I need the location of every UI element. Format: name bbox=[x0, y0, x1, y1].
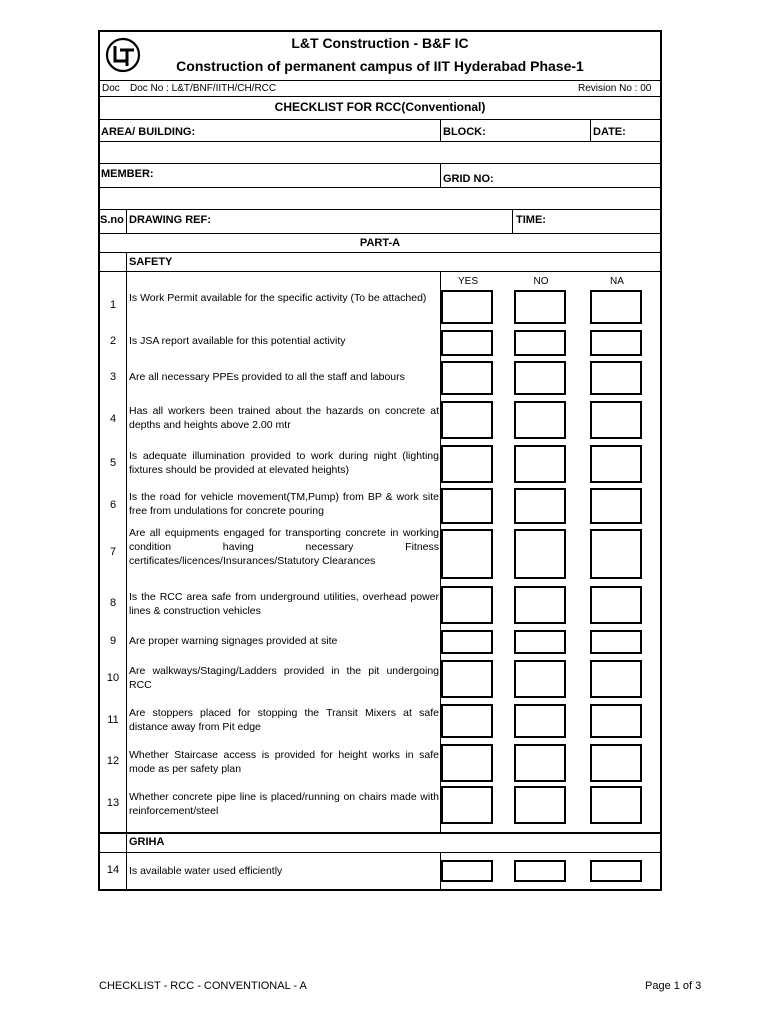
page-number: Page 1 of 3 bbox=[645, 980, 702, 992]
no-checkbox[interactable] bbox=[514, 361, 566, 395]
yes-checkbox[interactable] bbox=[441, 630, 493, 654]
no-checkbox[interactable] bbox=[514, 330, 566, 356]
section-safety: SAFETY bbox=[129, 256, 173, 268]
item-question: Are walkways/Staging/Ladders provided in the pit undergoing RCC bbox=[129, 665, 439, 691]
na-checkbox[interactable] bbox=[590, 704, 642, 738]
yes-checkbox[interactable] bbox=[441, 401, 493, 439]
no-checkbox[interactable] bbox=[514, 401, 566, 439]
item-question: Is JSA report available for this potential activity bbox=[129, 335, 346, 347]
sno-header: S.no bbox=[100, 214, 124, 226]
yes-checkbox[interactable] bbox=[441, 290, 493, 324]
row-number: 2 bbox=[109, 335, 117, 347]
row-number: 5 bbox=[109, 457, 117, 469]
rule bbox=[99, 832, 661, 834]
item-question: Has all workers been trained about the hazards on concrete at depths and heights above 2.00 mtr bbox=[129, 405, 439, 431]
drawing-ref-label: DRAWING REF: bbox=[129, 214, 211, 226]
rule bbox=[99, 119, 661, 120]
rule bbox=[99, 271, 661, 272]
no-checkbox[interactable] bbox=[514, 744, 566, 782]
na-checkbox[interactable] bbox=[590, 786, 642, 824]
na-checkbox[interactable] bbox=[590, 586, 642, 624]
no-checkbox[interactable] bbox=[514, 488, 566, 524]
item-question: Are all equipments engaged for transporting concrete in working condition having necessary Fitness certificates/licences/Insurances/Statutory Clearances bbox=[129, 527, 439, 567]
row-number: 10 bbox=[106, 672, 120, 684]
rule bbox=[99, 233, 661, 234]
rule bbox=[99, 163, 661, 164]
yes-column-header: YES bbox=[457, 276, 478, 287]
rule bbox=[99, 252, 661, 253]
rule-v bbox=[590, 119, 591, 141]
na-checkbox[interactable] bbox=[590, 660, 642, 698]
yes-checkbox[interactable] bbox=[441, 660, 493, 698]
project-title: Construction of permanent campus of IIT Hyderabad Phase-1 bbox=[176, 58, 584, 74]
rule-v bbox=[126, 252, 127, 889]
yes-checkbox[interactable] bbox=[441, 445, 493, 483]
no-checkbox[interactable] bbox=[514, 586, 566, 624]
item-question: Is the road for vehicle movement(TM,Pump) from BP & work site free from undulations for concrete pouring bbox=[129, 491, 439, 517]
yes-checkbox[interactable] bbox=[441, 488, 493, 524]
lt-logo bbox=[104, 36, 142, 74]
item-question: Is Work Permit available for the specific activity (To be attached) bbox=[129, 292, 427, 304]
row-number: 12 bbox=[106, 755, 120, 767]
yes-checkbox[interactable] bbox=[441, 330, 493, 356]
rule-v bbox=[126, 209, 127, 233]
rule-v bbox=[512, 209, 513, 233]
row-number: 7 bbox=[109, 546, 117, 558]
na-checkbox[interactable] bbox=[590, 445, 642, 483]
rule bbox=[99, 141, 661, 142]
item-question: Whether Staircase access is provided for height works in safe mode as per safety plan bbox=[129, 749, 439, 775]
item-question: Is the RCC area safe from underground utilities, overhead power lines & construction vehicles bbox=[129, 591, 439, 617]
yes-checkbox[interactable] bbox=[441, 361, 493, 395]
row-number: 3 bbox=[109, 371, 117, 383]
doc-number: Doc No : L&T/BNF/IITH/CH/RCC bbox=[130, 83, 277, 94]
no-checkbox[interactable] bbox=[514, 630, 566, 654]
no-column-header: NO bbox=[533, 276, 549, 287]
rule bbox=[99, 80, 661, 81]
na-checkbox[interactable] bbox=[590, 630, 642, 654]
rule-v bbox=[440, 163, 441, 187]
no-checkbox[interactable] bbox=[514, 704, 566, 738]
yes-checkbox[interactable] bbox=[441, 786, 493, 824]
row-number: 11 bbox=[107, 714, 119, 726]
na-checkbox[interactable] bbox=[590, 529, 642, 579]
rule-v bbox=[440, 119, 441, 141]
na-column-header: NA bbox=[610, 276, 624, 287]
item-question: Is available water used efficiently bbox=[129, 865, 283, 877]
revision-number: Revision No : 00 bbox=[578, 83, 652, 94]
no-checkbox[interactable] bbox=[514, 445, 566, 483]
doc-label: Doc bbox=[102, 83, 120, 94]
na-checkbox[interactable] bbox=[590, 744, 642, 782]
na-checkbox[interactable] bbox=[590, 401, 642, 439]
yes-checkbox[interactable] bbox=[441, 744, 493, 782]
no-checkbox[interactable] bbox=[514, 529, 566, 579]
footer-doc-name: CHECKLIST - RCC - CONVENTIONAL - A bbox=[99, 980, 307, 992]
rule bbox=[99, 852, 661, 853]
na-checkbox[interactable] bbox=[590, 361, 642, 395]
yes-checkbox[interactable] bbox=[441, 529, 493, 579]
yes-checkbox[interactable] bbox=[441, 860, 493, 882]
na-checkbox[interactable] bbox=[590, 488, 642, 524]
na-checkbox[interactable] bbox=[590, 860, 642, 882]
checklist-title: CHECKLIST FOR RCC(Conventional) bbox=[274, 100, 486, 114]
row-number: 1 bbox=[109, 299, 117, 311]
row-number: 13 bbox=[106, 797, 120, 809]
row-number: 4 bbox=[109, 413, 117, 425]
no-checkbox[interactable] bbox=[514, 660, 566, 698]
section-griha: GRIHA bbox=[129, 836, 165, 848]
yes-checkbox[interactable] bbox=[441, 704, 493, 738]
row-number: 9 bbox=[109, 635, 117, 647]
no-checkbox[interactable] bbox=[514, 786, 566, 824]
rule bbox=[99, 187, 661, 188]
no-checkbox[interactable] bbox=[514, 860, 566, 882]
yes-checkbox[interactable] bbox=[441, 586, 493, 624]
row-number: 14 bbox=[106, 864, 120, 876]
item-question: Is adequate illumination provided to work during night (lighting fixtures should be provided at elevated heights) bbox=[129, 450, 439, 476]
rule bbox=[99, 96, 661, 97]
row-number: 6 bbox=[109, 499, 117, 511]
item-question: Are all necessary PPEs provided to all the staff and labours bbox=[129, 371, 405, 383]
item-question: Whether concrete pipe line is placed/running on chairs made with reinforcement/steel bbox=[129, 791, 439, 817]
na-checkbox[interactable] bbox=[590, 330, 642, 356]
row-number: 8 bbox=[109, 597, 117, 609]
no-checkbox[interactable] bbox=[514, 290, 566, 324]
member-label: MEMBER: bbox=[101, 168, 154, 180]
item-question: Are proper warning signages provided at site bbox=[129, 635, 338, 647]
block-label: BLOCK: bbox=[443, 126, 486, 138]
na-checkbox[interactable] bbox=[590, 290, 642, 324]
company-title: L&T Construction - B&F IC bbox=[291, 35, 469, 51]
date-label: DATE: bbox=[593, 126, 626, 138]
time-label: TIME: bbox=[516, 214, 546, 226]
rule bbox=[99, 209, 661, 210]
part-heading: PART-A bbox=[359, 237, 401, 249]
grid-no-label: GRID NO: bbox=[443, 173, 494, 185]
area-building-label: AREA/ BUILDING: bbox=[101, 126, 196, 138]
item-question: Are stoppers placed for stopping the Transit Mixers at safe distance away from Pit edge bbox=[129, 707, 439, 733]
